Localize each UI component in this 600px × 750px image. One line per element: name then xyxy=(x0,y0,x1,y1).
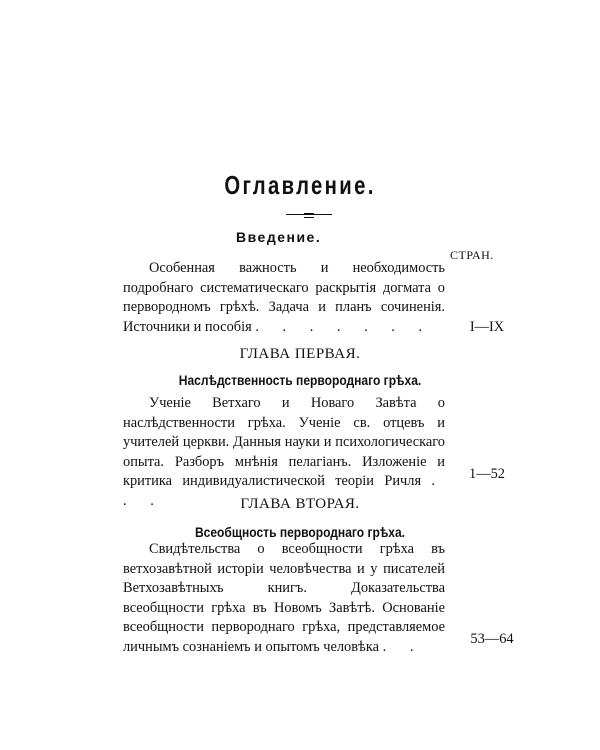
chapter-2-entry-text: Свидѣтельства о всеобщности грѣха въ ветхозавѣтной исторіи человѣчества и у писателей Ветхозавѣтныхъ книгъ. Доказательства всеобщности грѣха въ Новомъ Завѣтѣ. Основаніе всеобщности первороднаго грѣха, представляемое личнымъ сознаніемъ и опытомъ человѣка xyxy=(123,541,445,655)
introduction-leader-dots: . . . . . . . xyxy=(255,318,433,335)
introduction-entry-text: Особенная важность и необходимость подробнаго систематическаго раскрытія догмата о первородномъ грѣхѣ. Задача и планъ сочиненія. Источники и пособія xyxy=(123,260,445,335)
page-title: Оглавление. xyxy=(224,170,376,200)
chapter-2-page-range: 53—64 xyxy=(470,631,514,647)
chapter-1-label: ГЛАВА ПЕРВАЯ. xyxy=(239,346,361,362)
introduction-heading: Введение. xyxy=(236,229,322,245)
chapter-1-title: Наслѣдственность первороднаго грѣха. xyxy=(178,372,422,388)
introduction-page-range: I—IX xyxy=(469,319,505,335)
chapter-1-entry-text: Ученіе Ветхаго и Новаго Завѣта о наслѣдственности грѣха. Ученіе св. отцевъ и учителей церкви. Данныя науки и психологическаго опыта. Разборъ мнѣнія пелагіанъ. Изложеніе и критика индивидуалистической теоріи Ричля xyxy=(123,395,445,489)
chapter-1-leader-dots: . . . xyxy=(123,473,445,509)
introduction-entry xyxy=(123,259,445,337)
chapter-2-entry xyxy=(123,540,445,657)
chapter-1-page-range: 1—52 xyxy=(469,466,505,482)
title-ornament-rule xyxy=(286,214,332,215)
chapter-2-label: ГЛАВА ВТОРАЯ. xyxy=(240,496,360,512)
chapter-1-entry xyxy=(123,394,445,511)
chapter-2-leader-dots: . . xyxy=(382,638,424,655)
page-column-header: СТРАН. xyxy=(450,248,494,262)
chapter-2-title: Всеобщность первороднаго грѣха. xyxy=(194,524,406,540)
